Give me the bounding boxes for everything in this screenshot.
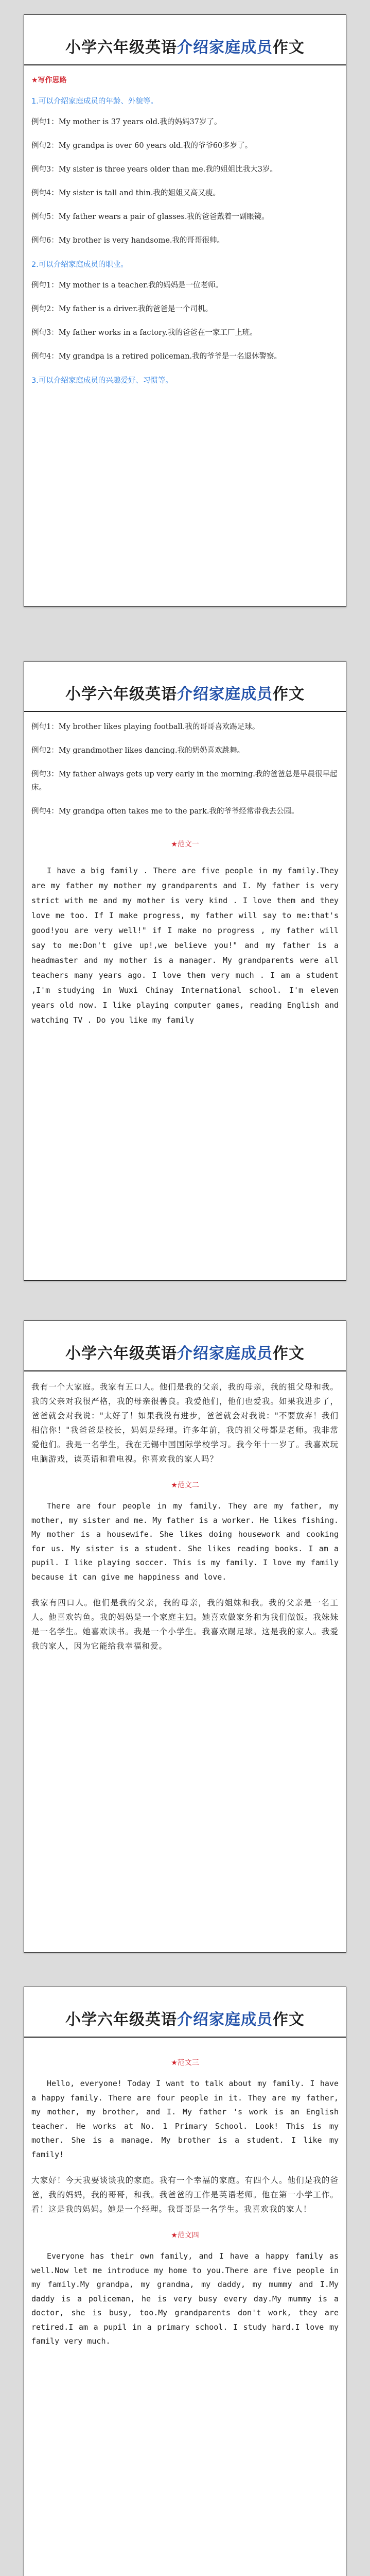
page-title: 小学六年级英语介绍家庭成员作文 [65,39,305,57]
section-heading-3: 3.可以介绍家庭成员的兴趣爱好、习惯等。 [31,377,173,385]
sample-essay-label: ★范文一 [171,840,199,849]
sample-essay-text: Everyone has their own family, and I have a happy family as well.Now let me introduce my home to you.There are five people in my family.My grandpa, my grandma, my daddy, my mummy and I.My daddy is a policeman, he is very busy every day.My mummy is a doctor, she is busy, too.My grandparents don't work, they are retired.I am a pupil in a primary school. I study hard.I love my family very much. [31,2251,339,2346]
sample-essay-label: ★范文二 [171,1481,199,1489]
example-sentence: 例句2：My father is a driver.我的爸爸是一个司机。 [31,305,213,313]
example-sentence: 例句3：My father works in a factory.我的爸爸在一家工厂上班。 [31,329,257,337]
example-sentence: 例句2：My grandmother likes dancing.我的奶奶喜欢跳舞。 [31,747,245,755]
sample-essay-label: ★范文四 [171,2231,199,2240]
example-sentence: 例句1：My brother likes playing football.我的哥哥喜欢踢足球。 [31,723,260,731]
example-sentence: 例句3：My sister is three years older than me.我的姐姐比我大3岁。 [31,165,277,174]
section-heading-2: 2.可以介绍家庭成员的职业。 [31,261,128,269]
sample-essay-text: I have a big family . There are five people in my family.They are my father my mother my grandparents and I. My father is very strict with me and my mother is very kind . I love them and they love me too. If I make progress, my father will say to me:that's good!you are very well!" if I make no progress , my father will say to me:Don't give up!,we believe you!" and my father is a headmaster and my mother is a manager. My grandparents were all teachers many years ago. I love them very much . I am a student ,I'm studying in Wuxi Chinay International school. I'm eleven years old now. I like playing computer games, reading English and watching TV . Do you like my family [31,866,339,1025]
page-3 [24,1320,346,1953]
example-sentence: 例句2：My grandpa is over 60 years old.我的爷爷60多岁了。 [31,142,253,150]
essay-translation: 我家有四口人。他们是我的父亲，我的母亲，我的姐妹和我。我的父亲是一名工人。他喜欢钓鱼。我的妈妈是一个家庭主妇。她喜欢做家务和为我们做饭。我妹妹是一名学生。她喜欢读书。我是一个小学生。我喜欢踢足球。这是我的家人。我爱我的家人，因为它能给我幸福和爱。 [31,1598,339,1651]
sample-essay-text: There are four people in my family. They are my father, my mother, my sister and me. My father is a worker. He likes fishing. My mother is a housewife. She likes doing housework and cooking for us. My sister is a student. She likes reading books. I am a pupil. I like playing soccer. This is my family. I love my family because it can give me happiness and love. [31,1501,339,1582]
page-title: 小学六年级英语介绍家庭成员作文 [65,1345,305,1363]
writing-tips-heading: ★写作思路 [31,76,67,84]
example-sentence: 例句4：My sister is tall and thin.我的姐姐又高又瘦。 [31,189,221,197]
example-sentence: 例句1：My mother is 37 years old.我的妈妈37岁了。 [31,118,222,126]
section-heading-1: 1.可以介绍家庭成员的年龄、外貌等。 [31,97,158,106]
example-sentence: 例句4：My grandpa often takes me to the park.我的爷爷经常带我去公园。 [31,807,299,816]
page-1 [24,14,346,607]
page-title: 小学六年级英语介绍家庭成员作文 [65,2011,305,2029]
example-sentence: 例句5：My father wears a pair of glasses.我的爸爸戴着一副眼镜。 [31,213,269,221]
example-sentence: 例句6：My brother is very handsome.我的哥哥很帅。 [31,236,225,245]
example-sentence: 例句3：My father always gets up very early in the morning.我的爸爸总是早晨很早起床。 [31,770,338,792]
page-4 [24,1987,346,2576]
essay-translation: 我有一个大家庭。我家有五口人。他们是我的父亲，我的母亲，我的祖父母和我。我的父亲对我很严格，我的母亲很善良。我爱他们，他们也爱我。如果我进步了，爸爸就会对我说："太好了！如果我没有进步，爸爸就会对我说："不要放弃！我们相信你！"我爸爸是校长，妈妈是经理。许多年前，我的祖父母都是老师。我非常爱他们。我是一名学生，我在无锡中国国际学校学习。我今年十一岁了。我喜欢玩电脑游戏，读英语和看电视。你喜欢我的家人吗？ [31,1382,339,1464]
example-sentence: 例句1：My mother is a teacher.我的妈妈是一位老师。 [31,281,223,290]
example-sentence: 例句4：My grandpa is a retired policeman.我的爷爷是一名退休警察。 [31,352,282,361]
page-title: 小学六年级英语介绍家庭成员作文 [65,685,305,703]
page-2 [24,661,346,1281]
sample-essay-text: Hello, everyone! Today I want to talk about my family. I have a happy family. There are four people in it. They are my father, my mother, my brother, and I. My father 's work is an English teacher. He works at No. 1 Primary School. Look! This is my mother. She is a manage. My brother is a student. I like my family! [31,2079,339,2159]
essay-translation: 大家好！今天我要谈谈我的家庭。我有一个幸福的家庭。有四个人。他们是我的爸爸，我的妈妈，我的哥哥，和我。我爸爸的工作是英语老师。他在第一小学工作。看！这是我的妈妈。她是一个经理。我哥哥是一名学生。我喜欢我的家人！ [31,2176,339,2214]
sample-essay-label: ★范文三 [171,2059,199,2067]
